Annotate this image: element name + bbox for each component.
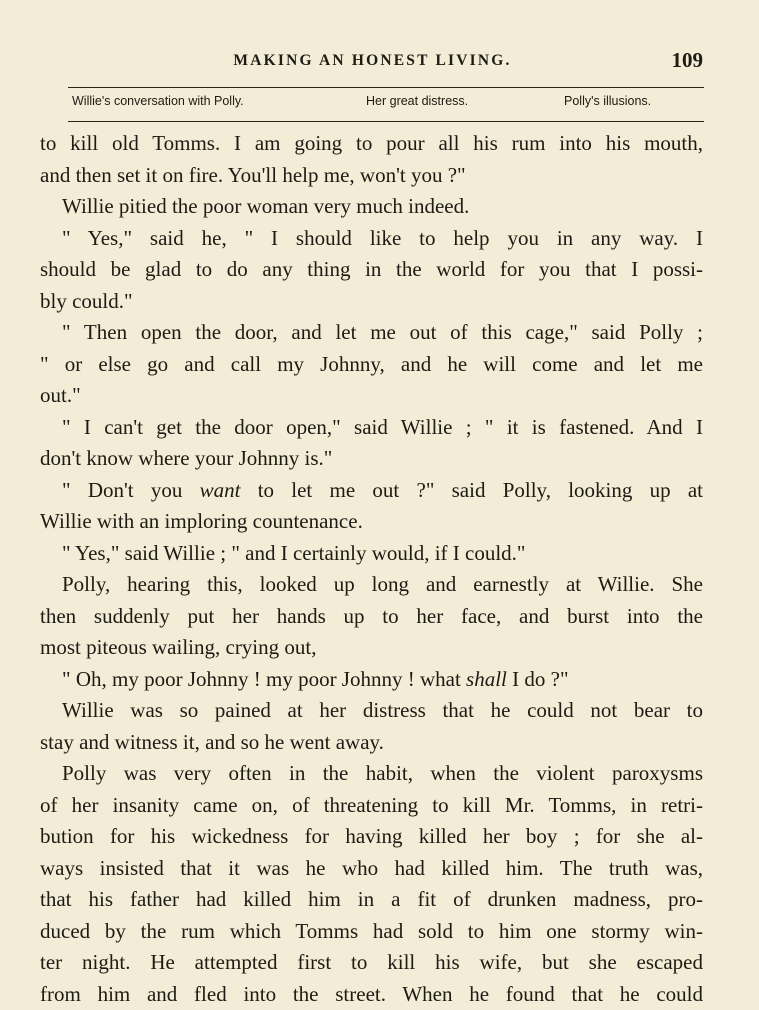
text-line: ter night. He attempted first to kill his wife, but she escaped xyxy=(40,947,703,979)
side-note: Her great distress. xyxy=(366,94,468,108)
text-line: to kill old Tomms. I am going to pour all his rum into his mouth, xyxy=(40,128,703,160)
text-line: Polly was very often in the habit, when the violent paroxysms xyxy=(40,758,703,790)
text-line: stay and witness it, and so he went away. xyxy=(40,727,703,759)
text-line: and then set it on fire. You'll help me, won't you ?" xyxy=(40,160,703,192)
side-notes xyxy=(68,94,704,116)
text-line: " Yes," said Willie ; " and I certainly would, if I could." xyxy=(40,538,703,570)
text-line: of her insanity came on, of threatening to kill Mr. Tomms, in retri- xyxy=(40,790,703,822)
text-line: bution for his wickedness for having killed her boy ; for she al- xyxy=(40,821,703,853)
text-line: duced by the rum which Tomms had sold to him one stormy win- xyxy=(40,916,703,948)
side-note: Willie's conversation with Polly. xyxy=(72,94,244,108)
header-rule-bottom xyxy=(68,121,704,122)
text-line: don't know where your Johnny is." xyxy=(40,443,703,475)
text-line: Willie pitied the poor woman very much indeed. xyxy=(40,191,703,223)
body-text xyxy=(40,128,703,1010)
text-line: " Then open the door, and let me out of this cage," said Polly ; xyxy=(40,317,703,349)
text-line: ways insisted that it was he who had killed him. The truth was, xyxy=(40,853,703,885)
text-line: " Oh, my poor Johnny ! my poor Johnny ! what shall I do ?" xyxy=(40,664,703,696)
text-line: out." xyxy=(40,380,703,412)
text-line: Willie was so pained at her distress that he could not bear to xyxy=(40,695,703,727)
italic-word: want xyxy=(200,478,241,502)
running-head xyxy=(40,48,705,78)
header-rule-top xyxy=(68,87,704,88)
text-line: Polly, hearing this, looked up long and earnestly at Willie. She xyxy=(40,569,703,601)
text-line: " or else go and call my Johnny, and he will come and let me xyxy=(40,349,703,381)
text-line: most piteous wailing, crying out, xyxy=(40,632,703,664)
side-note: Polly's illusions. xyxy=(564,94,651,108)
text-line: should be glad to do any thing in the world for you that I possi- xyxy=(40,254,703,286)
text-line: Willie with an imploring countenance. xyxy=(40,506,703,538)
running-title: MAKING AN HONEST LIVING. xyxy=(40,52,705,70)
text-line: " Yes," said he, " I should like to help you in any way. I xyxy=(40,223,703,255)
text-line: bly could." xyxy=(40,286,703,318)
text-line: " Don't you want to let me out ?" said Polly, looking up at xyxy=(40,475,703,507)
text-line: then suddenly put her hands up to her face, and burst into the xyxy=(40,601,703,633)
text-line: from him and fled into the street. When he found that he could xyxy=(40,979,703,1010)
text-line: " I can't get the door open," said Willie ; " it is fastened. And I xyxy=(40,412,703,444)
page-number: 109 xyxy=(672,48,704,73)
italic-word: shall xyxy=(466,667,507,691)
text-line: that his father had killed him in a fit of drunken madness, pro- xyxy=(40,884,703,916)
